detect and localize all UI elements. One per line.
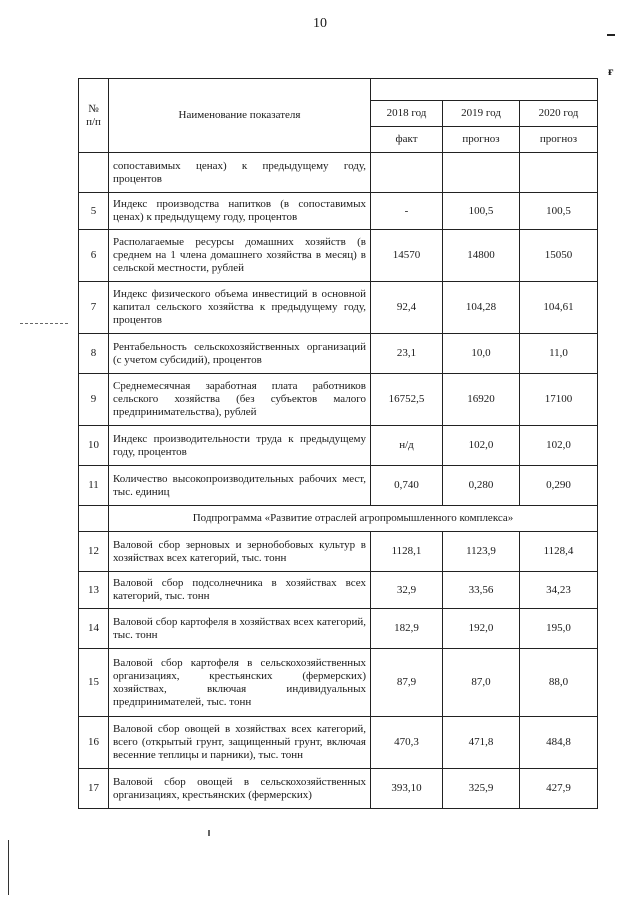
section-row <box>79 506 598 532</box>
indicator-name: Валовой сбор овощей в сельскохозяйственных организациях, крестьянских (фермерских) <box>109 769 371 809</box>
table-row <box>79 374 598 426</box>
indicator-name: Среднемесячная заработная плата работников сельского хозяйства (без субъектов малого предпринимательства), рублей <box>109 374 371 426</box>
row-number <box>79 153 109 193</box>
value-2018: 32,9 <box>371 572 443 609</box>
value-2020: 1128,4 <box>520 532 598 572</box>
indicator-name: Валовой сбор овощей в хозяйствах всех категорий, всего (открытый грунт, защищенный грунт, включая весенние теплицы и парники), тыс. тонн <box>109 717 371 769</box>
indicator-name: Количество высокопроизводительных рабочих мест, тыс. единиц <box>109 466 371 506</box>
header-sub: факт <box>371 127 443 153</box>
value-2019: 325,9 <box>443 769 520 809</box>
value-2018 <box>371 153 443 193</box>
value-2020: 15050 <box>520 230 598 282</box>
value-2019: 1123,9 <box>443 532 520 572</box>
value-2019: 16920 <box>443 374 520 426</box>
indicators-table <box>78 78 598 809</box>
row-number: 12 <box>79 532 109 572</box>
table-row <box>79 334 598 374</box>
table-row <box>79 532 598 572</box>
row-number: 10 <box>79 426 109 466</box>
row-number: 14 <box>79 609 109 649</box>
value-2019 <box>443 153 520 193</box>
scan-artifact-line <box>8 840 9 895</box>
indicator-name: Валовой сбор подсолнечника в хозяйствах всех категорий, тыс. тонн <box>109 572 371 609</box>
row-number: 11 <box>79 466 109 506</box>
value-2019: 192,0 <box>443 609 520 649</box>
table-row <box>79 649 598 717</box>
value-2019: 102,0 <box>443 426 520 466</box>
value-2020: 104,61 <box>520 282 598 334</box>
indicator-name: Индекс производительности труда к предыдущему году, процентов <box>109 426 371 466</box>
header-sub: прогноз <box>520 127 598 153</box>
scan-artifact-line <box>20 323 68 324</box>
indicator-name: сопоставимых ценах) к предыдущему году, процентов <box>109 153 371 193</box>
value-2018: 182,9 <box>371 609 443 649</box>
indicator-name: Валовой сбор зерновых и зернобобовых культур в хозяйствах всех категорий, тыс. тонн <box>109 532 371 572</box>
value-2019: 10,0 <box>443 334 520 374</box>
header-year: 2020 год <box>520 101 598 127</box>
header-sub: прогноз <box>443 127 520 153</box>
value-2018: 92,4 <box>371 282 443 334</box>
value-2019: 104,28 <box>443 282 520 334</box>
row-number: 5 <box>79 193 109 230</box>
value-2020: 100,5 <box>520 193 598 230</box>
value-2020: 195,0 <box>520 609 598 649</box>
row-number: 16 <box>79 717 109 769</box>
value-2020: 102,0 <box>520 426 598 466</box>
value-2018: 16752,5 <box>371 374 443 426</box>
value-2020: 0,290 <box>520 466 598 506</box>
value-2018: 0,740 <box>371 466 443 506</box>
value-2020: 427,9 <box>520 769 598 809</box>
row-number: 8 <box>79 334 109 374</box>
header-name: Наименование показателя <box>109 79 371 153</box>
header-year: 2019 год <box>443 101 520 127</box>
value-2018: 87,9 <box>371 649 443 717</box>
indicator-name: Индекс физического объема инвестиций в основной капитал сельского хозяйства к предыдущему году, процентов <box>109 282 371 334</box>
value-2020 <box>520 153 598 193</box>
value-2019: 33,56 <box>443 572 520 609</box>
header-blank <box>371 79 598 101</box>
value-2020: 484,8 <box>520 717 598 769</box>
value-2020: 88,0 <box>520 649 598 717</box>
row-number: 6 <box>79 230 109 282</box>
row-number: 15 <box>79 649 109 717</box>
value-2019: 14800 <box>443 230 520 282</box>
table-row <box>79 769 598 809</box>
indicator-name: Рентабельность сельскохозяйственных организаций (с учетом субсидий), процентов <box>109 334 371 374</box>
value-2018: 393,10 <box>371 769 443 809</box>
table-row <box>79 426 598 466</box>
section-num-blank <box>79 506 109 532</box>
table-top-row <box>79 79 598 101</box>
table-row <box>79 230 598 282</box>
scan-mark: ғ <box>608 64 614 78</box>
value-2018: 470,3 <box>371 717 443 769</box>
value-2019: 87,0 <box>443 649 520 717</box>
value-2018: 23,1 <box>371 334 443 374</box>
table-row <box>79 717 598 769</box>
value-2019: 471,8 <box>443 717 520 769</box>
value-2020: 11,0 <box>520 334 598 374</box>
row-number: 7 <box>79 282 109 334</box>
row-number: 13 <box>79 572 109 609</box>
header-num: № п/п <box>79 79 109 153</box>
value-2018: н/д <box>371 426 443 466</box>
value-2018: 14570 <box>371 230 443 282</box>
indicator-name: Валовой сбор картофеля в сельскохозяйственных организациях, крестьянских (фермерских) хозяйствах, включая индивидуальных предпринимателей, тыс. тонн <box>109 649 371 717</box>
value-2020: 34,23 <box>520 572 598 609</box>
table-row <box>79 609 598 649</box>
header-year: 2018 год <box>371 101 443 127</box>
section-title: Подпрограмма «Развитие отраслей агропромышленного комплекса» <box>109 506 598 532</box>
value-2018: - <box>371 193 443 230</box>
scan-mark <box>607 34 615 36</box>
indicator-name: Индекс производства напитков (в сопоставимых ценах) к предыдущему году, процентов <box>109 193 371 230</box>
table-row <box>79 282 598 334</box>
value-2020: 17100 <box>520 374 598 426</box>
indicator-name: Валовой сбор картофеля в хозяйствах всех категорий, тыс. тонн <box>109 609 371 649</box>
table-row <box>79 572 598 609</box>
value-2019: 100,5 <box>443 193 520 230</box>
scan-artifact-dot <box>208 830 210 836</box>
value-2018: 1128,1 <box>371 532 443 572</box>
page-number: 10 <box>313 16 327 31</box>
row-number: 9 <box>79 374 109 426</box>
value-2019: 0,280 <box>443 466 520 506</box>
row-number: 17 <box>79 769 109 809</box>
table-row <box>79 153 598 193</box>
table-row <box>79 466 598 506</box>
indicator-name: Располагаемые ресурсы домашних хозяйств (в среднем на 1 члена домашнего хозяйства в месяц) в сельской местности, рублей <box>109 230 371 282</box>
table-row <box>79 193 598 230</box>
